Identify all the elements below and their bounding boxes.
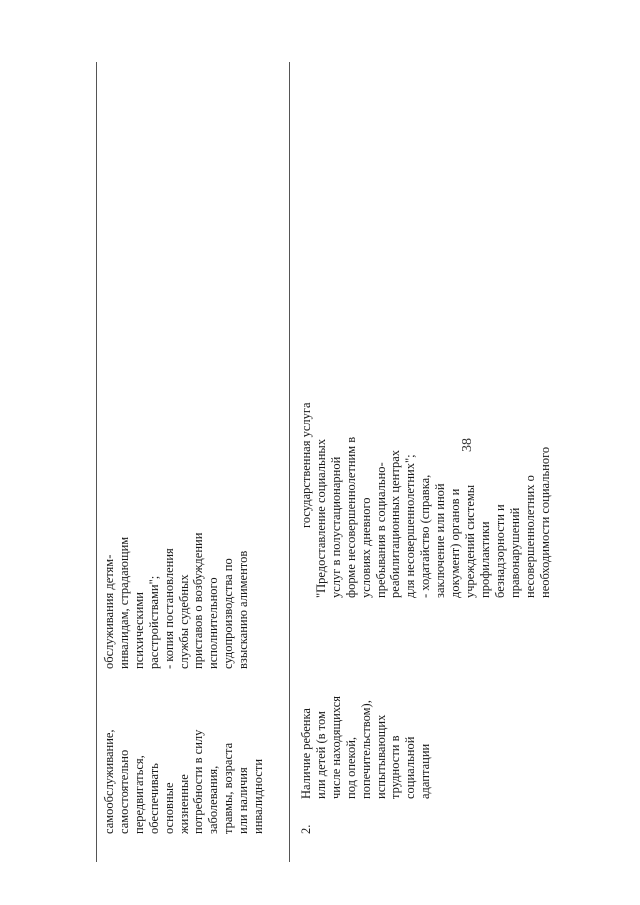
text-line: форме несовершеннолетним в xyxy=(343,436,358,598)
text-line: потребности в силу xyxy=(191,729,206,834)
text-line: передвигаться, xyxy=(131,755,146,834)
text-line: самообслуживание, xyxy=(102,729,116,834)
text-line: документ) органов и xyxy=(448,488,463,598)
row-number: 2. xyxy=(299,824,313,834)
text-line: обеспечивать xyxy=(146,763,161,834)
text-line: заболевания, xyxy=(206,765,221,834)
text-line: условиях дневного xyxy=(358,497,373,598)
text-line: или детей (в том xyxy=(313,711,328,799)
text-line: учреждений системы xyxy=(462,484,477,598)
text-line: адаптации xyxy=(418,743,433,799)
text-line: Наличие ребенка xyxy=(299,708,313,799)
text-line: инвалидности xyxy=(251,758,266,834)
text-line: взысканию алиментов xyxy=(236,550,251,669)
table-rule-left xyxy=(96,62,97,862)
text-line: или наличия xyxy=(236,767,251,834)
text-line: инвалидам, страдающим xyxy=(116,536,131,669)
text-line: жизненные xyxy=(176,774,191,834)
text-line: безнадзорности и xyxy=(492,504,507,598)
text-line: пребывания в социально- xyxy=(373,462,388,598)
text-line: числе находящихся xyxy=(328,696,343,799)
text-line: - ходатайство (справка, xyxy=(418,474,433,598)
text-line: службы судебных xyxy=(176,574,191,669)
text-line: заключение или иной xyxy=(433,483,448,598)
text-line: социальной xyxy=(403,736,418,799)
documents-cell xyxy=(299,402,552,598)
text-line: под опекой, xyxy=(343,736,358,799)
text-line: испытывающих xyxy=(373,714,388,799)
text-line: государственная услуга xyxy=(299,402,313,528)
text-line: приставов о возбуждении xyxy=(191,532,206,669)
text-line: профилактики xyxy=(477,521,492,598)
text-line: психическими xyxy=(131,592,146,669)
text-line: самостоятельно xyxy=(116,749,131,834)
text-line: обслуживания детям- xyxy=(102,554,116,669)
text-line: услуг в полустационарной xyxy=(328,456,343,598)
text-line: реабилитационных центрах xyxy=(388,449,403,598)
text-line: "Предоставление социальных xyxy=(313,438,328,598)
text-line: для несовершеннолетних"; xyxy=(403,454,418,598)
text-line: расстройствами"; xyxy=(146,575,161,669)
page-number: 38 xyxy=(460,438,475,452)
text-line: правонарушений xyxy=(507,507,522,598)
condition-cell xyxy=(299,696,433,799)
text-line: травмы, возраста xyxy=(221,742,236,834)
text-line: попечительством), xyxy=(358,700,373,799)
table-rule-mid xyxy=(289,62,290,862)
text-line: судопроизводства по xyxy=(221,558,236,669)
condition-cell xyxy=(102,729,266,834)
text-line: - копия постановления xyxy=(161,548,176,669)
text-line: несовершеннолетних о xyxy=(522,475,537,598)
documents-cell xyxy=(102,533,251,669)
text-line: основные xyxy=(161,782,176,834)
text-line: исполнительного xyxy=(206,577,221,669)
text-line: трудности в xyxy=(388,735,403,799)
text-line: необходимости социального xyxy=(537,446,552,598)
